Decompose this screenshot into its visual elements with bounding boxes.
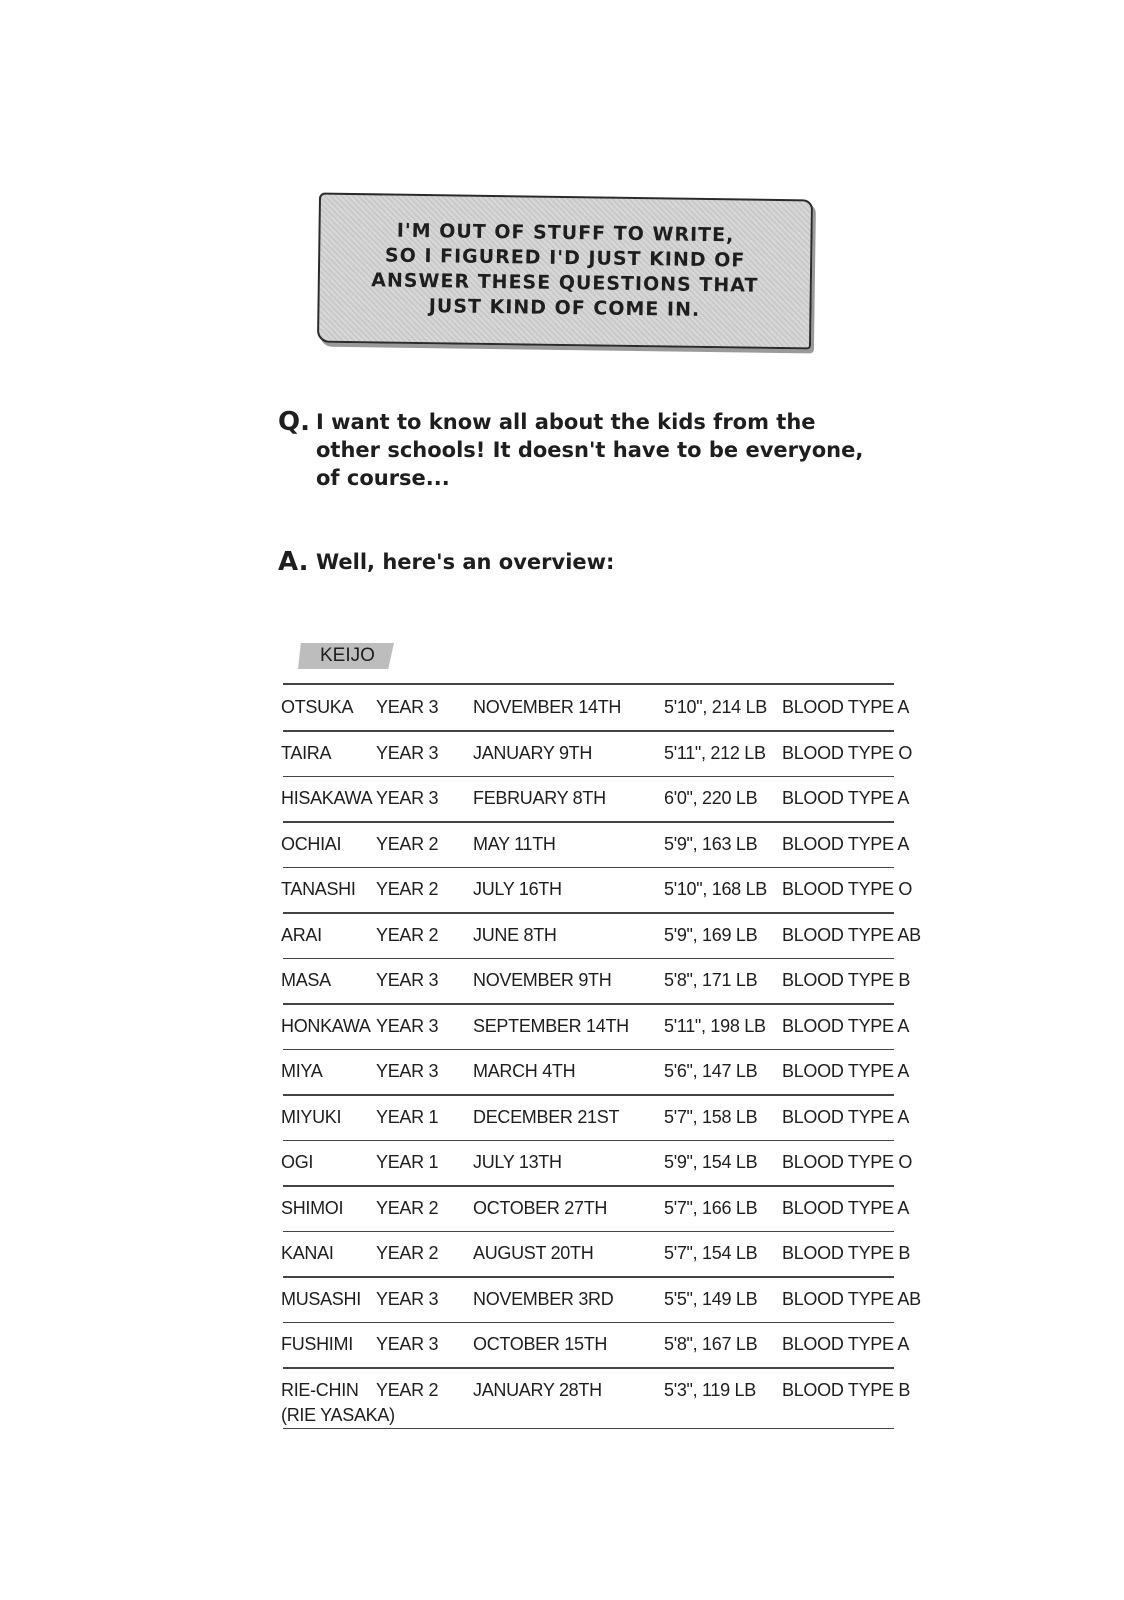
cell-stats: 6'0", 220 LB bbox=[664, 788, 758, 808]
cell-year: YEAR 3 bbox=[376, 1288, 439, 1309]
cell-name: OTSUKA bbox=[281, 697, 354, 717]
cell-year: YEAR 3 bbox=[376, 697, 439, 717]
cell-blood: BLOOD TYPE O bbox=[782, 879, 913, 899]
cell-blood: BLOOD TYPE A bbox=[782, 697, 910, 717]
answer-block bbox=[278, 548, 878, 580]
cell-stats: 5'6", 147 LB bbox=[664, 1061, 758, 1081]
cell-stats: 5'11", 212 LB bbox=[664, 742, 766, 763]
cell-blood: BLOOD TYPE A bbox=[782, 1106, 910, 1127]
cell-blood: BLOOD TYPE AB bbox=[782, 1288, 921, 1309]
answer-mark-label: A. bbox=[278, 547, 309, 577]
cell-birthday: JUNE 8TH bbox=[473, 924, 557, 945]
cell-name: TANASHI bbox=[281, 879, 356, 899]
cell-birthday: JULY 13TH bbox=[473, 1152, 562, 1172]
note-box bbox=[317, 193, 813, 350]
cell-birthday: NOVEMBER 9TH bbox=[473, 970, 612, 990]
row-divider bbox=[283, 821, 894, 823]
cell-year: YEAR 1 bbox=[376, 1106, 439, 1127]
cell-year: YEAR 3 bbox=[376, 1061, 439, 1081]
row-divider bbox=[283, 958, 894, 960]
row-divider bbox=[283, 912, 894, 914]
cell-name: HONKAWA bbox=[281, 1015, 371, 1036]
cell-birthday: JANUARY 28TH bbox=[473, 1379, 602, 1400]
cell-stats: 5'10", 214 LB bbox=[664, 697, 768, 717]
cell-name: RIE-CHIN bbox=[281, 1379, 359, 1400]
cell-name: ARAI bbox=[281, 924, 322, 945]
row-divider bbox=[283, 1140, 894, 1142]
cell-birthday: OCTOBER 27TH bbox=[473, 1197, 608, 1218]
question-mark-label: Q. bbox=[278, 407, 310, 437]
note-line: I'M OUT OF STUFF TO WRITE, bbox=[396, 219, 735, 247]
cell-birthday: JANUARY 9TH bbox=[473, 742, 593, 763]
row-divider bbox=[283, 1185, 894, 1187]
row-divider bbox=[283, 776, 894, 778]
cell-birthday: DECEMBER 21ST bbox=[473, 1106, 620, 1127]
cell-stats: 5'9", 169 LB bbox=[664, 924, 758, 945]
cell-stats: 5'9", 163 LB bbox=[664, 833, 758, 854]
cell-year: YEAR 1 bbox=[376, 1152, 439, 1172]
cell-stats: 5'10", 168 LB bbox=[664, 879, 768, 899]
question-line: I want to know all about the kids from the bbox=[316, 410, 816, 434]
cell-year: YEAR 3 bbox=[376, 1015, 439, 1036]
cell-name: OGI bbox=[281, 1152, 314, 1172]
cell-year: YEAR 3 bbox=[376, 742, 439, 763]
cell-birthday: JULY 16TH bbox=[473, 879, 562, 899]
cell-name-secondary: (RIE YASAKA) bbox=[281, 1404, 395, 1425]
cell-blood: BLOOD TYPE B bbox=[782, 970, 911, 990]
row-divider bbox=[283, 867, 894, 869]
cell-stats: 5'11", 198 LB bbox=[664, 1015, 766, 1036]
cell-blood: BLOOD TYPE A bbox=[782, 1197, 910, 1218]
cell-year: YEAR 2 bbox=[376, 879, 439, 899]
cell-name: HISAKAWA bbox=[281, 788, 373, 808]
cell-birthday: SEPTEMBER 14TH bbox=[473, 1015, 629, 1036]
row-divider bbox=[283, 730, 894, 732]
cell-name: SHIMOI bbox=[281, 1197, 344, 1218]
question-line: of course... bbox=[316, 466, 450, 490]
row-divider bbox=[283, 1231, 894, 1233]
cell-name: MUSASHI bbox=[281, 1288, 361, 1309]
cell-blood: BLOOD TYPE A bbox=[782, 1015, 910, 1036]
cell-name: MIYUKI bbox=[281, 1106, 342, 1127]
cell-birthday: MARCH 4TH bbox=[473, 1061, 576, 1081]
cell-blood: BLOOD TYPE O bbox=[782, 742, 913, 763]
cell-year: YEAR 2 bbox=[376, 924, 439, 945]
cell-stats: 5'7", 154 LB bbox=[664, 1243, 758, 1263]
question-block bbox=[278, 408, 878, 498]
row-divider bbox=[283, 1094, 894, 1096]
cell-blood: BLOOD TYPE A bbox=[782, 788, 910, 808]
cell-stats: 5'5", 149 LB bbox=[664, 1288, 758, 1309]
cell-birthday: FEBRUARY 8TH bbox=[473, 788, 606, 808]
cell-stats: 5'9", 154 LB bbox=[664, 1152, 758, 1172]
row-divider bbox=[283, 1322, 894, 1324]
question-line: other schools! It doesn't have to be everyone, bbox=[316, 438, 864, 462]
school-name: KEIJO bbox=[320, 645, 375, 666]
cell-blood: BLOOD TYPE B bbox=[782, 1243, 911, 1263]
cell-blood: BLOOD TYPE A bbox=[782, 1061, 910, 1081]
note-line: JUST KIND OF COME IN. bbox=[428, 295, 701, 321]
cell-stats: 5'3", 119 LB bbox=[664, 1379, 756, 1400]
cell-stats: 5'8", 171 LB bbox=[664, 970, 758, 990]
note-line: SO I FIGURED I'D JUST KIND OF bbox=[384, 244, 746, 272]
cell-name: TAIRA bbox=[281, 742, 332, 763]
row-divider bbox=[283, 683, 894, 685]
cell-year: YEAR 2 bbox=[376, 833, 439, 854]
cell-year: YEAR 2 bbox=[376, 1197, 439, 1218]
cell-year: YEAR 2 bbox=[376, 1379, 439, 1400]
cell-blood: BLOOD TYPE AB bbox=[782, 924, 921, 945]
cell-blood: BLOOD TYPE A bbox=[782, 833, 910, 854]
cell-stats: 5'8", 167 LB bbox=[664, 1334, 758, 1354]
cell-stats: 5'7", 166 LB bbox=[664, 1197, 758, 1218]
cell-year: YEAR 3 bbox=[376, 1334, 439, 1354]
cell-blood: BLOOD TYPE A bbox=[782, 1334, 910, 1354]
cell-birthday: NOVEMBER 14TH bbox=[473, 697, 622, 717]
row-divider bbox=[283, 1276, 894, 1278]
cell-birthday: AUGUST 20TH bbox=[473, 1243, 594, 1263]
cell-birthday: NOVEMBER 3RD bbox=[473, 1288, 614, 1309]
cell-blood: BLOOD TYPE O bbox=[782, 1152, 913, 1172]
cell-name: OCHIAI bbox=[281, 833, 342, 854]
cell-name: MIYA bbox=[281, 1061, 323, 1081]
cell-year: YEAR 3 bbox=[376, 970, 439, 990]
cell-blood: BLOOD TYPE B bbox=[782, 1379, 911, 1400]
row-divider bbox=[283, 1428, 894, 1430]
row-divider bbox=[283, 1049, 894, 1051]
cell-year: YEAR 2 bbox=[376, 1243, 439, 1263]
row-divider bbox=[283, 1367, 894, 1369]
cell-birthday: MAY 11TH bbox=[473, 833, 556, 854]
row-divider bbox=[283, 1003, 894, 1005]
cell-year: YEAR 3 bbox=[376, 788, 439, 808]
cell-birthday: OCTOBER 15TH bbox=[473, 1334, 608, 1354]
note-line: ANSWER THESE QUESTIONS THAT bbox=[371, 269, 759, 297]
question-text bbox=[316, 408, 863, 492]
cell-name: FUSHIMI bbox=[281, 1334, 353, 1354]
answer-text: Well, here's an overview: bbox=[316, 550, 615, 574]
cell-name: MASA bbox=[281, 970, 331, 990]
cell-name: KANAI bbox=[281, 1243, 334, 1263]
cell-stats: 5'7", 158 LB bbox=[664, 1106, 758, 1127]
